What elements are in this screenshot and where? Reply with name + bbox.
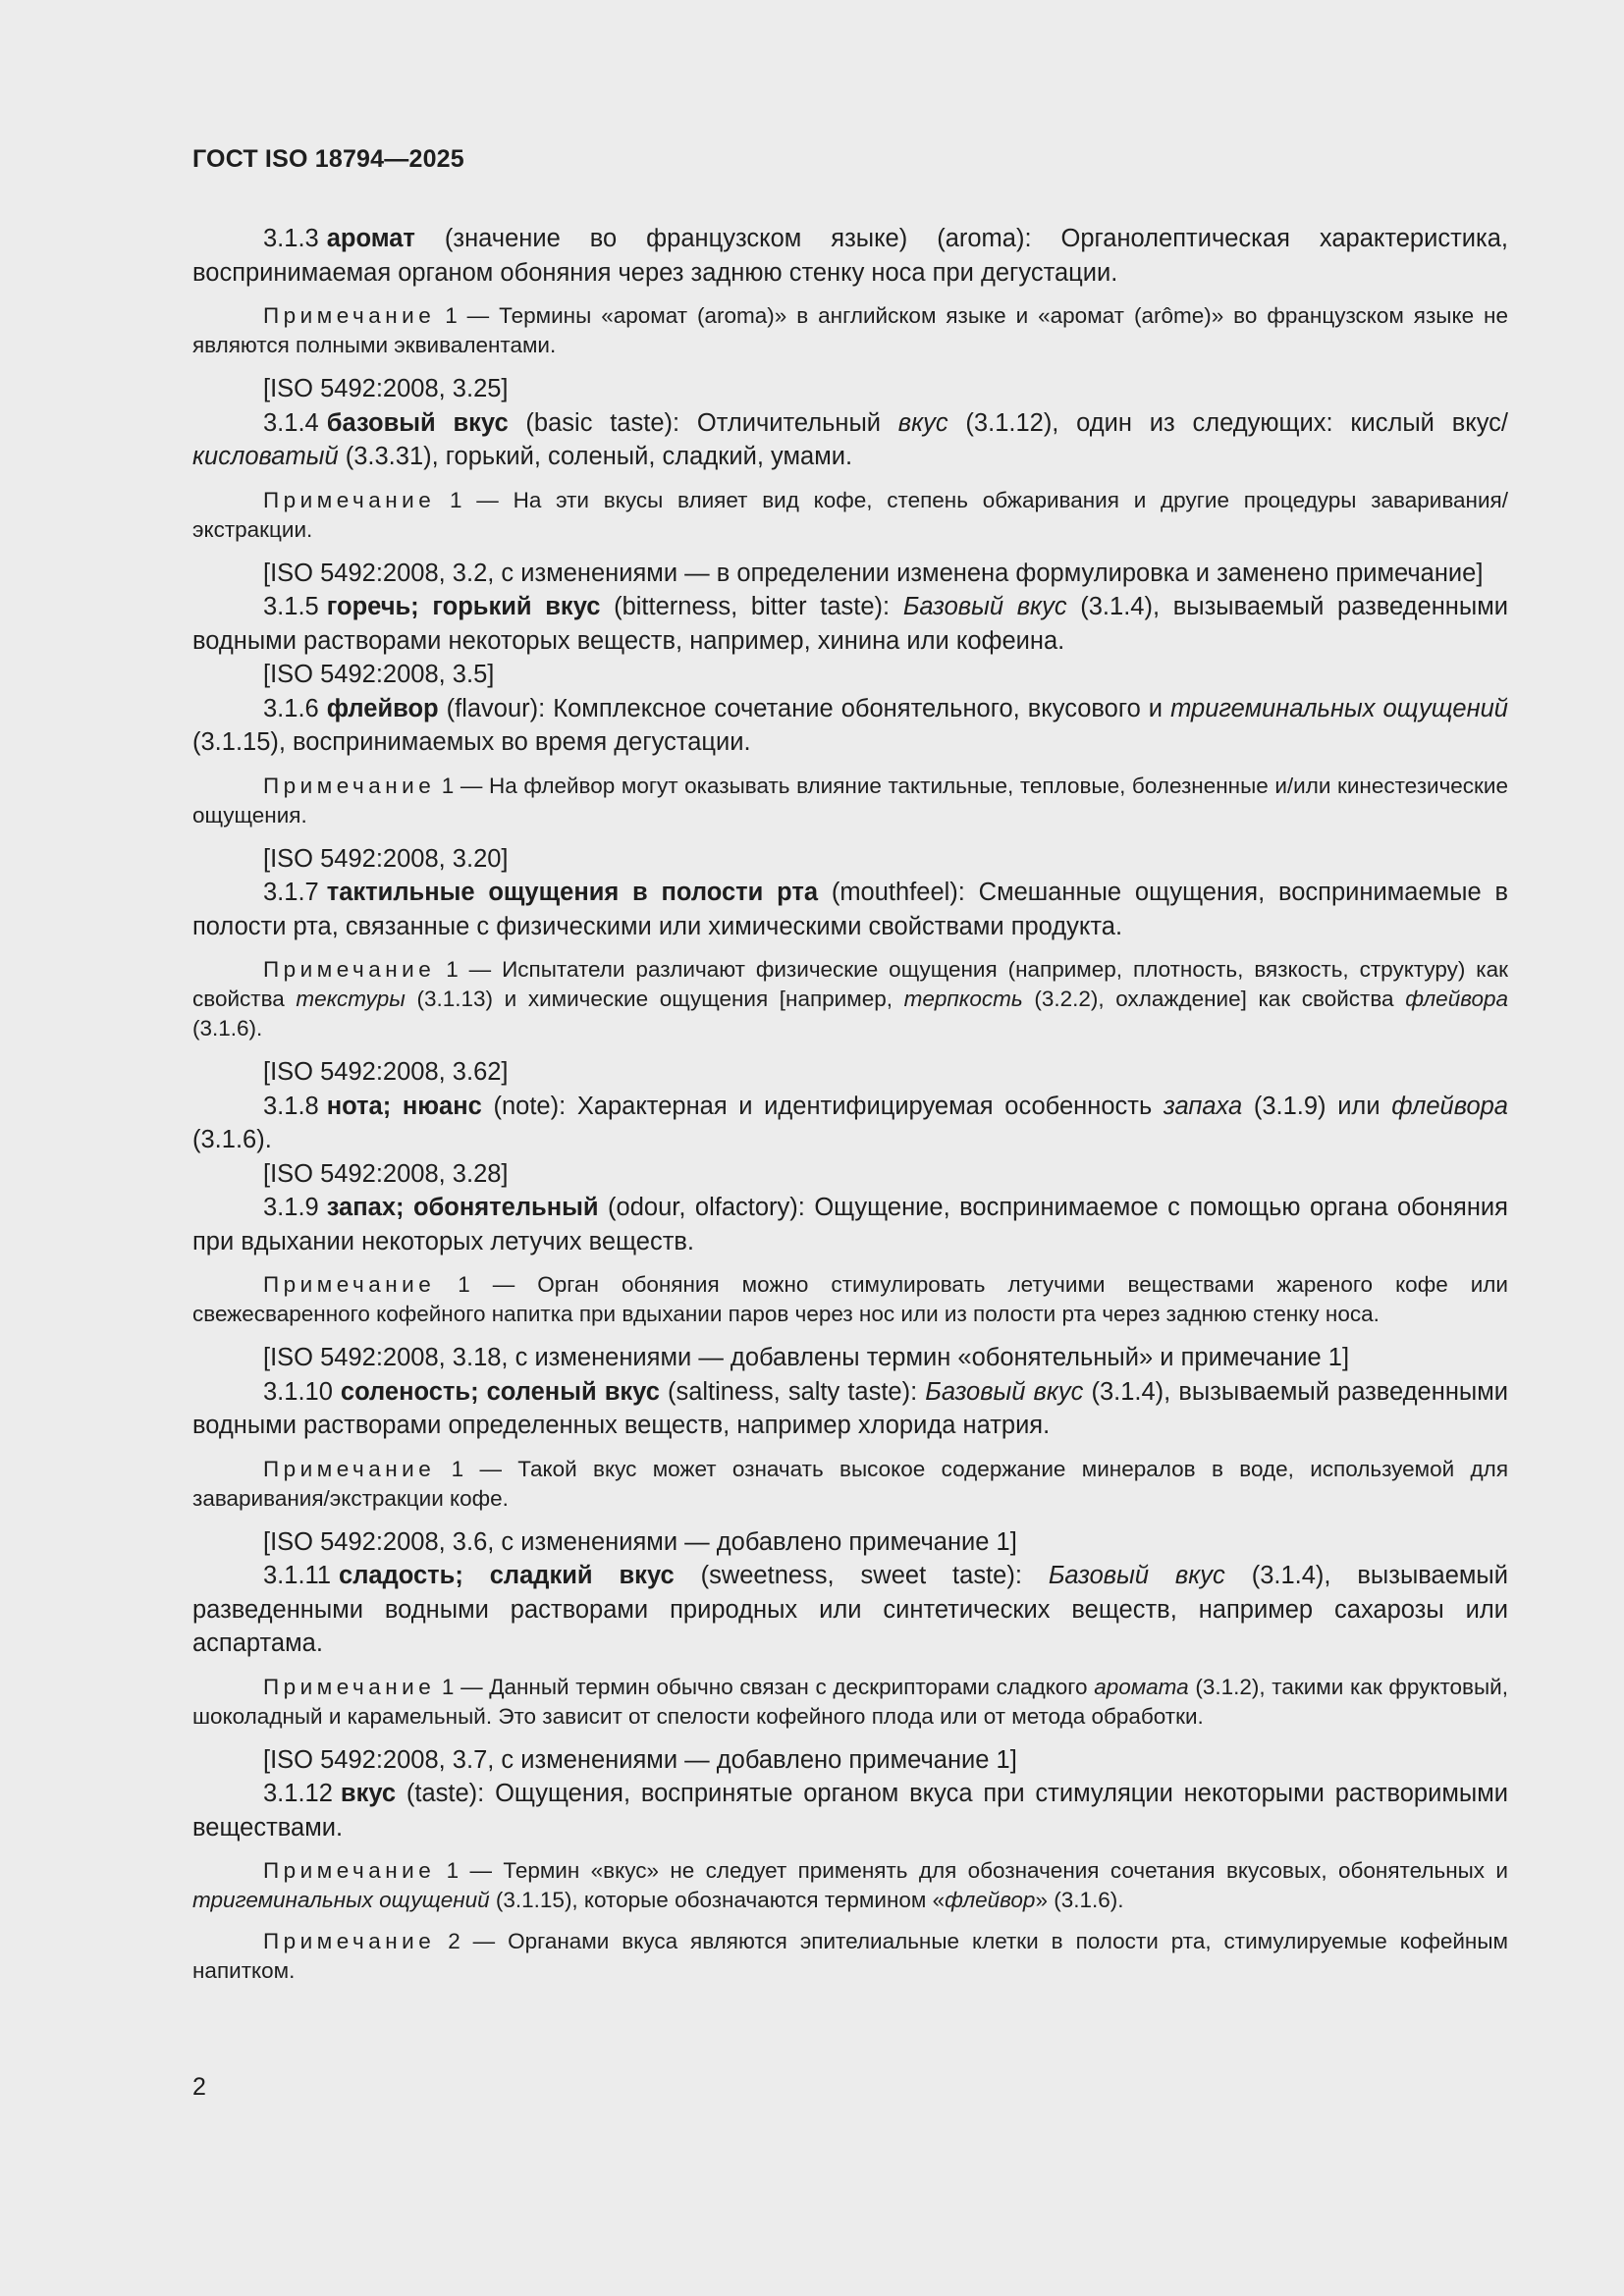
term-source: [ISO 5492:2008, 3.25] bbox=[263, 375, 509, 402]
note-label: Примечание bbox=[263, 1929, 436, 1953]
note-label: Примечание bbox=[263, 957, 436, 982]
term-definition: (3.1.4), вызываемый разведенными водными растворами некоторых веществ, например, хинина или кофеина. bbox=[192, 593, 1508, 655]
term-definition: (sweetness, sweet taste): bbox=[674, 1562, 1049, 1589]
term-number: 3.1.10 bbox=[263, 1377, 333, 1406]
term-definition: (3.1.9) или bbox=[1242, 1092, 1392, 1120]
term-source: [ISO 5492:2008, 3.7, с изменениями — добавлено примечание 1] bbox=[263, 1745, 1017, 1774]
term-number: 3.1.3 bbox=[263, 225, 319, 252]
term-definition: (3.1.4), вызываемый разведенными водными растворами природных или синтетических веществ, например сахарозы или аспартама. bbox=[192, 1562, 1509, 1657]
term-note bbox=[192, 1270, 1508, 1329]
term-definition: (mouthfeel): Смешанные ощущения, воспринимаемые в полости рта, связанные с физическими или химическими свойствами продукта. bbox=[192, 879, 1509, 940]
term-number: 3.1.6 bbox=[263, 694, 319, 722]
term-number: 3.1.9 bbox=[263, 1194, 319, 1221]
term-name: соленость; соленый вкус bbox=[340, 1377, 660, 1406]
term-name: сладость; сладкий вкус bbox=[339, 1562, 675, 1589]
note-text: 1 — Термин «вкус» не следует применять для обозначения сочетания вкусовых, обонятельных и bbox=[435, 1858, 1508, 1883]
term-name: тактильные ощущения в полости рта bbox=[326, 879, 819, 906]
term-name: аромат bbox=[326, 225, 415, 252]
note-label: Примечание bbox=[263, 1858, 436, 1883]
note-text: 2 — Органами вкуса являются эпителиальные клетки в полости рта, стимулируемые кофейным напитком. bbox=[192, 1929, 1508, 1983]
term-crossref: Базовый вкус bbox=[1048, 1562, 1225, 1589]
term-entry bbox=[192, 876, 1508, 943]
term-definition: (3.3.31), горький, соленый, сладкий, умами. bbox=[338, 443, 853, 470]
note-crossref: флейвора bbox=[1405, 987, 1508, 1011]
note-crossref: флейвор bbox=[945, 1888, 1036, 1912]
term-source: [ISO 5492:2008, 3.20] bbox=[263, 844, 509, 873]
term-source: [ISO 5492:2008, 3.18, с изменениями — добавлены термин «обонятельный» и примечание 1] bbox=[263, 1344, 1350, 1371]
term-note bbox=[192, 486, 1508, 545]
term-number: 3.1.11 bbox=[263, 1562, 332, 1589]
note-text: (3.1.2), такими как фруктовый, шоколадный и карамельный. Это зависит от спелости кофейного плода или от метода обработки. bbox=[192, 1674, 1508, 1729]
term-entry bbox=[192, 1777, 1508, 1844]
term-name: флейвор bbox=[326, 694, 439, 722]
note-text: (3.1.15), которые обозначаются термином « bbox=[489, 1888, 946, 1912]
term-note bbox=[192, 1455, 1508, 1514]
term-note bbox=[192, 1673, 1508, 1732]
term-source: [ISO 5492:2008, 3.6, с изменениями — добавлено примечание 1] bbox=[263, 1527, 1017, 1556]
term-crossref: кисловатый bbox=[192, 443, 339, 470]
note-text: (3.1.6). bbox=[192, 1016, 263, 1041]
term-entry bbox=[192, 590, 1508, 658]
document-body bbox=[192, 222, 1508, 1998]
term-entry bbox=[192, 222, 1508, 290]
term-source: [ISO 5492:2008, 3.28] bbox=[263, 1159, 509, 1188]
term-entry bbox=[192, 406, 1508, 474]
term-definition: (3.1.4), вызываемый разведенными водными растворами определенных веществ, например хлорида натрия. bbox=[192, 1377, 1508, 1439]
term-entry bbox=[192, 1559, 1508, 1661]
note-text: (3.2.2), охлаждение] как свойства bbox=[1022, 987, 1406, 1011]
term-name: горечь; горький вкус bbox=[326, 593, 601, 620]
note-label: Примечание bbox=[263, 1456, 436, 1481]
term-definition: (3.1.6). bbox=[192, 1126, 272, 1153]
term-definition: (odour, olfactory): Ощущение, воспринимаемое с помощью органа обоняния при вдыхании некоторых летучих веществ. bbox=[192, 1194, 1508, 1255]
note-text: 1 — На флейвор могут оказывать влияние тактильные, тепловые, болезненные и/или кинестезические ощущения. bbox=[192, 773, 1508, 828]
term-crossref: Базовый вкус bbox=[902, 593, 1067, 620]
term-definition: (flavour): Комплексное сочетание обонятельного, вкусового и bbox=[438, 694, 1171, 722]
term-name: базовый вкус bbox=[326, 408, 509, 437]
term-name: вкус bbox=[340, 1780, 397, 1807]
note-label: Примечание bbox=[263, 303, 436, 328]
note-text: 1 — Испытатели различают физические ощущения (например, плотность, вязкость, структуру) как свойства bbox=[192, 957, 1508, 1011]
note-text: 1 — На эти вкусы влияет вид кофе, степень обжаривания и другие процедуры заваривания/экстракции. bbox=[192, 487, 1508, 542]
note-text: » (3.1.6). bbox=[1035, 1888, 1124, 1912]
note-text: 1 — Данный термин обычно связан с дескрипторами сладкого bbox=[435, 1674, 1095, 1699]
note-text: 1 — Орган обоняния можно стимулировать летучими веществами жареного кофе или свежесваренного кофейного напитка при вдыхании паров через нос или из полости рта через заднюю стенку носа. bbox=[192, 1272, 1508, 1326]
term-definition: (note): Характерная и идентифицируемая особенность bbox=[481, 1092, 1164, 1120]
term-definition: (basic taste): Отличительный bbox=[508, 408, 898, 437]
term-definition: (bitterness, bitter taste): bbox=[600, 593, 903, 620]
term-definition: (taste): Ощущения, воспринятые органом вкуса при стимуляции некоторыми растворимыми веществами. bbox=[192, 1780, 1508, 1842]
page-number: 2 bbox=[192, 2073, 206, 2101]
term-number: 3.1.4 bbox=[263, 408, 319, 437]
term-number: 3.1.7 bbox=[263, 879, 319, 906]
term-source: [ISO 5492:2008, 3.62] bbox=[263, 1058, 509, 1086]
term-entry bbox=[192, 1375, 1508, 1443]
term-entry bbox=[192, 692, 1508, 760]
term-note bbox=[192, 301, 1508, 360]
term-crossref: флейвора bbox=[1391, 1092, 1508, 1120]
term-name: запах; обонятельный bbox=[326, 1194, 599, 1221]
term-source: [ISO 5492:2008, 3.5] bbox=[263, 661, 495, 688]
term-name: нота; нюанс bbox=[326, 1092, 482, 1120]
term-entry bbox=[192, 1191, 1508, 1258]
term-number: 3.1.8 bbox=[263, 1092, 319, 1120]
term-definition: (3.1.15), воспринимаемых во время дегустации. bbox=[192, 728, 751, 756]
note-label: Примечание bbox=[263, 487, 436, 512]
term-crossref: тригеминальных ощущений bbox=[1170, 694, 1508, 722]
term-entry bbox=[192, 1090, 1508, 1157]
term-note bbox=[192, 1856, 1508, 1915]
note-crossref: терпкость bbox=[903, 987, 1023, 1011]
term-note bbox=[192, 772, 1508, 830]
term-definition: (saltiness, salty taste): bbox=[659, 1377, 926, 1406]
note-crossref: текстуры bbox=[296, 987, 406, 1011]
note-crossref: аромата bbox=[1094, 1674, 1189, 1699]
note-label: Примечание bbox=[263, 1674, 436, 1699]
note-text: 1 — Термины «аромат (aroma)» в английском языке и «аромат (arôme)» во французском языке не являются полными эквивалентами. bbox=[192, 303, 1508, 357]
note-text: (3.1.13) и химические ощущения [например, bbox=[405, 987, 904, 1011]
term-number: 3.1.12 bbox=[263, 1780, 333, 1807]
term-crossref: вкус bbox=[897, 408, 948, 437]
document-header: ГОСТ ISO 18794—2025 bbox=[192, 145, 464, 173]
term-note bbox=[192, 1927, 1508, 1986]
term-definition: (значение во французском языке) (aroma): Органолептическая характеристика, воспринимаемая органом обоняния через заднюю стенку носа при дегустации. bbox=[192, 225, 1508, 287]
term-definition: (3.1.12), один из следующих: кислый вкус/ bbox=[947, 408, 1508, 437]
note-text: 1 — Такой вкус может означать высокое содержание минералов в воде, используемой для заваривания/экстракции кофе. bbox=[192, 1456, 1508, 1511]
note-crossref: тригеминальных ощущений bbox=[192, 1888, 490, 1912]
term-crossref: запаха bbox=[1163, 1092, 1243, 1120]
note-label: Примечание bbox=[263, 1272, 436, 1297]
term-note bbox=[192, 955, 1508, 1043]
term-crossref: Базовый вкус bbox=[925, 1377, 1084, 1406]
term-number: 3.1.5 bbox=[263, 593, 319, 620]
term-source: [ISO 5492:2008, 3.2, с изменениями — в определении изменена формулировка и заменено примечание] bbox=[263, 559, 1484, 587]
note-label: Примечание bbox=[263, 773, 436, 798]
